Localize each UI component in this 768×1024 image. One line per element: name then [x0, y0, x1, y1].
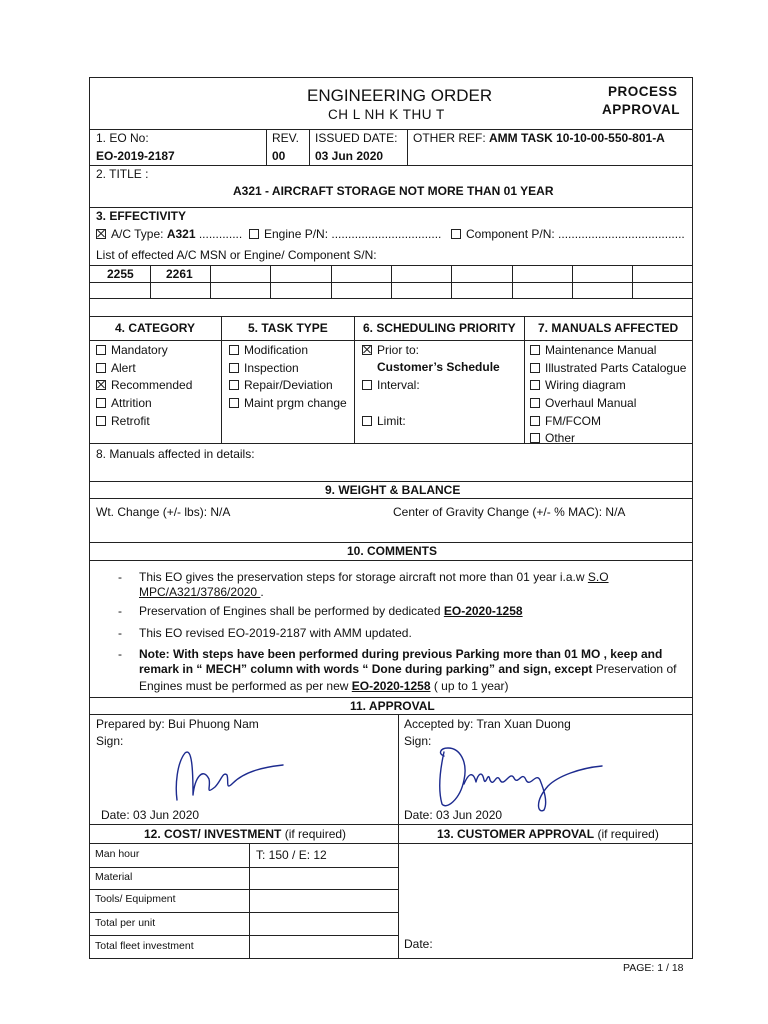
checkbox-icon	[451, 229, 461, 239]
rule	[89, 697, 693, 698]
category-label: Attrition	[111, 396, 152, 410]
revision-label: REV.	[272, 131, 299, 145]
rule	[572, 265, 573, 298]
checkbox-icon	[96, 398, 106, 408]
ac-type-label: A/C Type:	[111, 227, 164, 241]
rule	[89, 298, 693, 299]
rule	[89, 560, 693, 561]
cost-row-label: Total fleet investment	[95, 940, 194, 952]
ac-type-option	[96, 227, 242, 241]
category-label: Retrofit	[111, 414, 150, 428]
checkbox-icon	[96, 345, 106, 355]
checkbox-icon	[530, 398, 540, 408]
customer-approval-date: Date:	[404, 937, 433, 951]
category-mandatory	[96, 343, 168, 357]
manual-label: Maintenance Manual	[545, 343, 657, 357]
msn-cell: 2255	[107, 267, 134, 281]
accepted-date: Date: 03 Jun 2020	[404, 808, 503, 822]
scheduling-heading: 6. SCHEDULING PRIORITY	[363, 321, 516, 335]
cost-row-value: T: 150 / E: 12	[256, 848, 327, 862]
approval-heading: 11. APPROVAL	[350, 699, 435, 713]
checkbox-icon	[229, 398, 239, 408]
schedule-limit	[362, 414, 406, 428]
rule	[89, 165, 693, 166]
schedule-customer: Customer’s Schedule	[377, 360, 500, 374]
task-label: Inspection	[244, 361, 299, 375]
rule	[89, 912, 398, 913]
issued-date-value: 03 Jun 2020	[315, 149, 384, 163]
other-ref-label: OTHER REF:	[413, 131, 486, 145]
prepared-by: Prepared by: Bui Phuong Nam	[96, 717, 259, 731]
ac-type-value: A321	[166, 227, 196, 241]
customer-approval-note: (if required)	[594, 827, 659, 841]
manual-fm-fcom	[530, 414, 601, 428]
document-subtitle: CH L NH K THU T	[328, 107, 445, 122]
cost-heading	[144, 827, 346, 841]
rule	[89, 443, 693, 444]
checkbox-icon	[96, 363, 106, 373]
comment-reference: MPC/A321/3786/2020	[139, 585, 261, 599]
manual-label: Wiring diagram	[545, 378, 626, 392]
engine-label: Engine P/N: .................................	[264, 227, 442, 241]
comment-reference: S.O	[587, 570, 609, 584]
category-retrofit	[96, 414, 150, 428]
rule	[354, 316, 355, 443]
prepared-sign-label: Sign:	[96, 734, 124, 748]
rule	[89, 714, 693, 715]
category-recommended	[96, 378, 192, 392]
category-heading: 4. CATEGORY	[115, 321, 196, 335]
task-repair-deviation	[229, 378, 333, 392]
rule	[89, 824, 693, 825]
cg-change: Center of Gravity Change (+/- % MAC): N/A	[393, 505, 626, 519]
comment-3: This EO revised EO-2019-2187 with AMM updated.	[139, 626, 412, 640]
manual-maintenance	[530, 343, 656, 357]
manual-ipc	[530, 361, 686, 375]
task-modification	[229, 343, 308, 357]
comment-text: This EO gives the preservation steps for storage aircraft not more than 01 year i.a.w	[139, 570, 588, 584]
page-number: PAGE: 1 / 18	[623, 962, 684, 974]
task-type-heading: 5. TASK TYPE	[248, 321, 328, 335]
accepted-signature	[430, 740, 610, 815]
eo-number-label: 1. EO No:	[96, 131, 149, 145]
checkbox-icon	[249, 229, 259, 239]
rule	[150, 265, 151, 298]
msn-list-label: List of effected A/C MSN or Engine/ Component S/N:	[96, 248, 377, 262]
schedule-prior-to	[362, 343, 419, 357]
rule	[89, 889, 398, 890]
bullet: -	[118, 626, 122, 640]
rule	[451, 265, 452, 298]
manual-wiring	[530, 378, 626, 392]
bullet: -	[118, 570, 122, 584]
comment-reference: EO-2020-1258	[351, 679, 431, 693]
comment-text: Engines must be performed as per new	[139, 679, 352, 693]
component-label: Component P/N: ......................................	[466, 227, 685, 241]
accepted-by: Accepted by: Tran Xuan Duong	[404, 717, 571, 731]
rule	[89, 935, 398, 936]
rule	[89, 129, 693, 130]
comment-text: .	[260, 585, 264, 599]
checkbox-icon	[362, 380, 372, 390]
rule	[89, 340, 693, 341]
manual-overhaul	[530, 396, 636, 410]
comment-4-line-3	[139, 679, 509, 693]
title-label: 2. TITLE :	[96, 167, 149, 181]
comment-1	[139, 570, 609, 584]
rule	[632, 265, 633, 298]
cost-row-label: Total per unit	[95, 917, 156, 929]
customer-approval-label: 13. CUSTOMER APPROVAL	[437, 827, 595, 841]
checkbox-icon	[530, 433, 540, 443]
checkbox-icon	[530, 363, 540, 373]
rule	[398, 714, 399, 959]
category-attrition	[96, 396, 152, 410]
manual-label: Illustrated Parts Catalogue	[545, 361, 687, 375]
document-title: ENGINEERING ORDER	[307, 86, 493, 105]
rule	[270, 265, 271, 298]
comment-text: Preservation of Engines shall be performed by dedicated	[139, 604, 444, 618]
category-label: Alert	[111, 361, 136, 375]
rule	[210, 265, 211, 298]
bullet: -	[118, 647, 122, 661]
comment-text: ( up to 1 year)	[430, 679, 509, 693]
weight-balance-heading: 9. WEIGHT & BALANCE	[325, 483, 461, 497]
eo-number-value: EO-2019-2187	[96, 149, 175, 163]
checkbox-icon	[96, 416, 106, 426]
checked-checkbox-icon	[96, 229, 106, 239]
schedule-label: Prior to:	[377, 343, 420, 357]
schedule-label: Interval:	[377, 378, 420, 392]
cost-row-label: Tools/ Equipment	[95, 893, 176, 905]
checkbox-icon	[229, 363, 239, 373]
customer-approval-heading	[437, 827, 659, 841]
rule	[89, 207, 693, 208]
effectivity-heading: 3. EFFECTIVITY	[96, 209, 187, 223]
category-label: Mandatory	[111, 343, 168, 357]
manual-other	[530, 431, 575, 445]
rule	[89, 498, 693, 499]
checkbox-icon	[362, 416, 372, 426]
bullet: -	[118, 604, 122, 618]
rule	[89, 481, 693, 482]
category-label: Recommended	[111, 378, 193, 392]
rule	[89, 542, 693, 543]
rule	[266, 129, 267, 165]
schedule-interval	[362, 378, 420, 392]
comment-2	[139, 604, 523, 618]
manual-label: FM/FCOM	[545, 414, 601, 428]
comments-heading: 10. COMMENTS	[347, 544, 438, 558]
task-inspection	[229, 361, 299, 375]
task-maint-prgm	[229, 396, 347, 410]
title-value: A321 - AIRCRAFT STORAGE NOT MORE THAN 01 YEAR	[233, 184, 554, 198]
rule	[512, 265, 513, 298]
weight-change: Wt. Change (+/- lbs): N/A	[96, 505, 231, 519]
task-label: Repair/Deviation	[244, 378, 333, 392]
task-label: Maint prgm change	[244, 396, 347, 410]
cost-heading-note: (if required)	[281, 827, 347, 841]
rule	[249, 843, 250, 959]
cost-row-label: Man hour	[95, 848, 140, 860]
approval-label: APPROVAL	[602, 102, 681, 117]
rule	[89, 867, 398, 868]
revision-value: 00	[272, 149, 286, 163]
manual-label: Overhaul Manual	[545, 396, 637, 410]
comment-4-line-2	[139, 662, 676, 676]
manuals-details-label: 8. Manuals affected in details:	[96, 447, 255, 461]
category-alert	[96, 361, 136, 375]
task-label: Modification	[244, 343, 309, 357]
accepted-sign-label: Sign:	[404, 734, 432, 748]
checked-checkbox-icon	[362, 345, 372, 355]
comment-1-cont	[139, 585, 264, 599]
checked-checkbox-icon	[96, 380, 106, 390]
rule	[524, 316, 525, 443]
schedule-label: Limit:	[377, 414, 406, 428]
component-option	[451, 227, 685, 241]
process-label: PROCESS	[608, 84, 678, 99]
rule	[89, 316, 693, 317]
comment-text: remark in “ MECH” column with words “ Done during parking” and sign, except	[139, 662, 593, 676]
manual-label: Other	[545, 431, 576, 445]
comment-reference: EO-2020-1258	[443, 604, 523, 618]
rule	[407, 129, 408, 165]
checkbox-icon	[530, 345, 540, 355]
engine-option	[249, 227, 441, 241]
other-ref	[413, 131, 665, 145]
comment-text: Preservation of	[592, 662, 677, 676]
checkbox-icon	[229, 345, 239, 355]
ac-type-dots: .............	[195, 227, 243, 241]
comment-4-line-1: Note: With steps have been performed during previous Parking more than 01 MO , keep and	[139, 647, 663, 661]
checkbox-icon	[530, 416, 540, 426]
cost-row-label: Material	[95, 871, 133, 883]
manuals-heading: 7. MANUALS AFFECTED	[538, 321, 679, 335]
rule	[331, 265, 332, 298]
rule	[309, 129, 310, 165]
prepared-date: Date: 03 Jun 2020	[101, 808, 200, 822]
checkbox-icon	[229, 380, 239, 390]
rule	[391, 265, 392, 298]
cost-heading-label: 12. COST/ INVESTMENT	[144, 827, 282, 841]
checkbox-icon	[530, 380, 540, 390]
rule	[89, 843, 693, 844]
msn-cell: 2261	[166, 267, 193, 281]
prepared-signature	[165, 745, 300, 807]
rule	[221, 316, 222, 443]
issued-date-label: ISSUED DATE:	[315, 131, 398, 145]
other-ref-value: AMM TASK 10-10-00-550-801-A	[489, 131, 665, 145]
